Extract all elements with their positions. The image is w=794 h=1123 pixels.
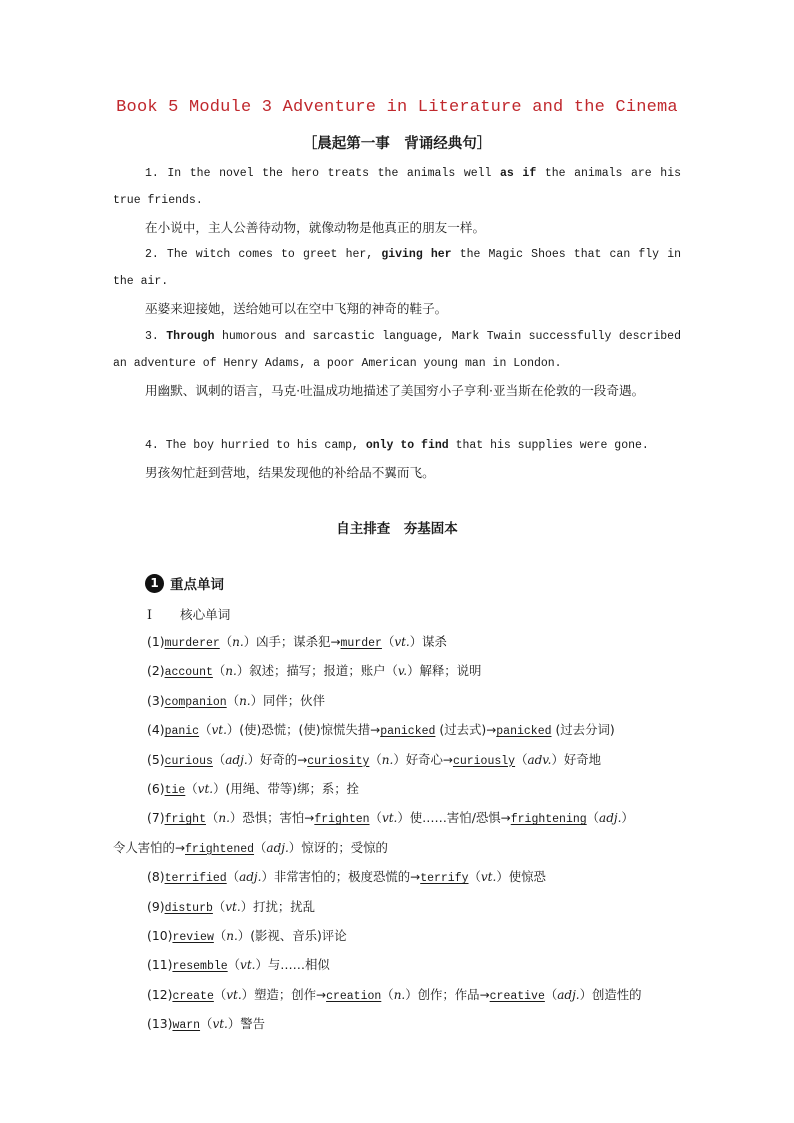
arrow-icon: → [330,635,341,649]
key-phrase: giving her [381,248,452,261]
sentence-1: 1. In the novel the hero treats the animals well as if the animals are his true friends. 在小说中，主人公善待动物，就像动物是他真正的朋友一样。 [113,160,681,241]
vocab-word: murderer [164,637,220,650]
arrow-icon: → [410,870,421,885]
page-title: Book 5 Module 3 Adventure in Literature and the Cinema [116,98,678,117]
section-title: 自主排查 夯基固本 [336,521,458,537]
arrow-icon: → [442,752,453,767]
vocab-item: (12)create（vt.）塑造；创作→creation（n.）创作；作品→creative（adj.）创造性的 [147,986,642,1003]
vocab-item: (6)tie（vt.）(用绳、带等)绑；系；拴 [147,781,360,798]
vocab-item: (9)disturb（vt.）打扰；扰乱 [147,898,316,915]
sentence-translation: 男孩匆忙赶到营地，结果发现他的补给品不翼而飞。 [145,465,435,480]
vocab-heading-label: 重点单词 [170,577,224,593]
vocab-item: (8)terrified（adj.）非常害怕的；极度恐慌的→terrify（vt.）使惊恐 [147,869,546,886]
key-phrase: as if [500,167,537,180]
vocab-word: account [164,666,213,680]
vocab-word: create [172,989,214,1003]
vocab-word: disturb [164,901,213,915]
vocab-item-continued: 令人害怕的→frightened（adj.）惊讶的；受惊的 [113,839,388,856]
vocab-item: (7)fright（n.）恐惧；害怕→frighten（vt.）使……害怕/恐惧→frightening（adj.） [147,810,634,827]
vocab-word: resemble [172,960,228,974]
vocab-subheading-label: 核心单词 [179,607,231,622]
vocab-list [113,628,681,1040]
vocab-item: (1)murderer（n.）凶手；谋杀犯→murder（vt.）谋杀 [147,634,447,650]
sentence-translation: 用幽默、讽刺的语言，马克·吐温成功地描述了美国穷小子亨利·亚当斯在伦敦的一段奇遇。 [145,383,645,398]
vocab-item: (2)account（n.）叙述；描写；报道；账户（v.）解释；说明 [147,663,482,680]
vocab-item: (3)companion（n.）同伴；伙伴 [147,692,325,709]
sentence-translation: 巫婆来迎接她，送给她可以在空中飞翔的神奇的鞋子。 [145,301,448,316]
vocab-subheading [147,604,230,623]
vocab-word: tie [164,784,186,798]
vocab-item: (13)warn（vt.）警告 [147,1016,266,1033]
vocab-item: (11)resemble（vt.）与……相似 [147,957,330,974]
vocab-word: terrified [164,872,227,886]
sentence-2: 2. The witch comes to greet her, giving her the Magic Shoes that can fly in the air. 巫婆来迎接她，送给她可以在空中飞翔的神奇的鞋子。 [113,241,681,322]
arrow-icon: → [297,752,308,767]
vocab-word: curious [164,754,213,768]
vocab-word: panic [164,725,200,739]
vocab-item: (4)panic（vt.）(使)恐慌；(使)惊慌失措→panicked (过去式)→panicked (过去分词) [147,722,615,739]
sentence-translation: 在小说中，主人公善待动物，就像动物是他真正的朋友一样。 [145,220,486,235]
vocab-heading [145,573,224,593]
vocab-item: (5)curious（adj.）好奇的→curiosity（n.）好奇心→curiously（adv.）好奇地 [147,751,602,768]
arrow-icon: → [486,723,497,738]
arrow-icon: → [479,987,490,1002]
arrow-icon: → [174,840,186,855]
arrow-icon: → [304,811,315,826]
sentence-4: 4. The boy hurried to his camp, only to find that his supplies were gone. 男孩匆忙赶到营地，结果发现他的补给品不翼而飞。 [113,432,681,486]
roman-numeral: Ⅰ [147,607,152,622]
arrow-icon: → [316,987,327,1002]
section-subtitle: ［晨起第一事 背诵经典句］ [302,136,492,152]
vocab-word: companion [164,695,227,709]
vocab-word: fright [164,813,206,827]
sentence-3: 3. Through humorous and sarcastic language, Mark Twain successfully described an adventure of Henry Adams, a poor American young man in London. 用幽默、讽刺的语言，马克·吐温成功地描述了美国穷小子亨利·亚当斯在伦敦的一段奇遇。 [113,323,681,404]
key-phrase: only to find [365,439,449,452]
arrow-icon: → [500,811,511,826]
vocab-word: warn [172,1019,201,1033]
arrow-icon: → [370,723,381,738]
vocab-item: (10)review（n.）(影视、音乐)评论 [147,928,347,945]
vocab-word: review [172,931,214,945]
key-phrase: Through [166,330,215,343]
number-badge: 1 [145,574,164,593]
